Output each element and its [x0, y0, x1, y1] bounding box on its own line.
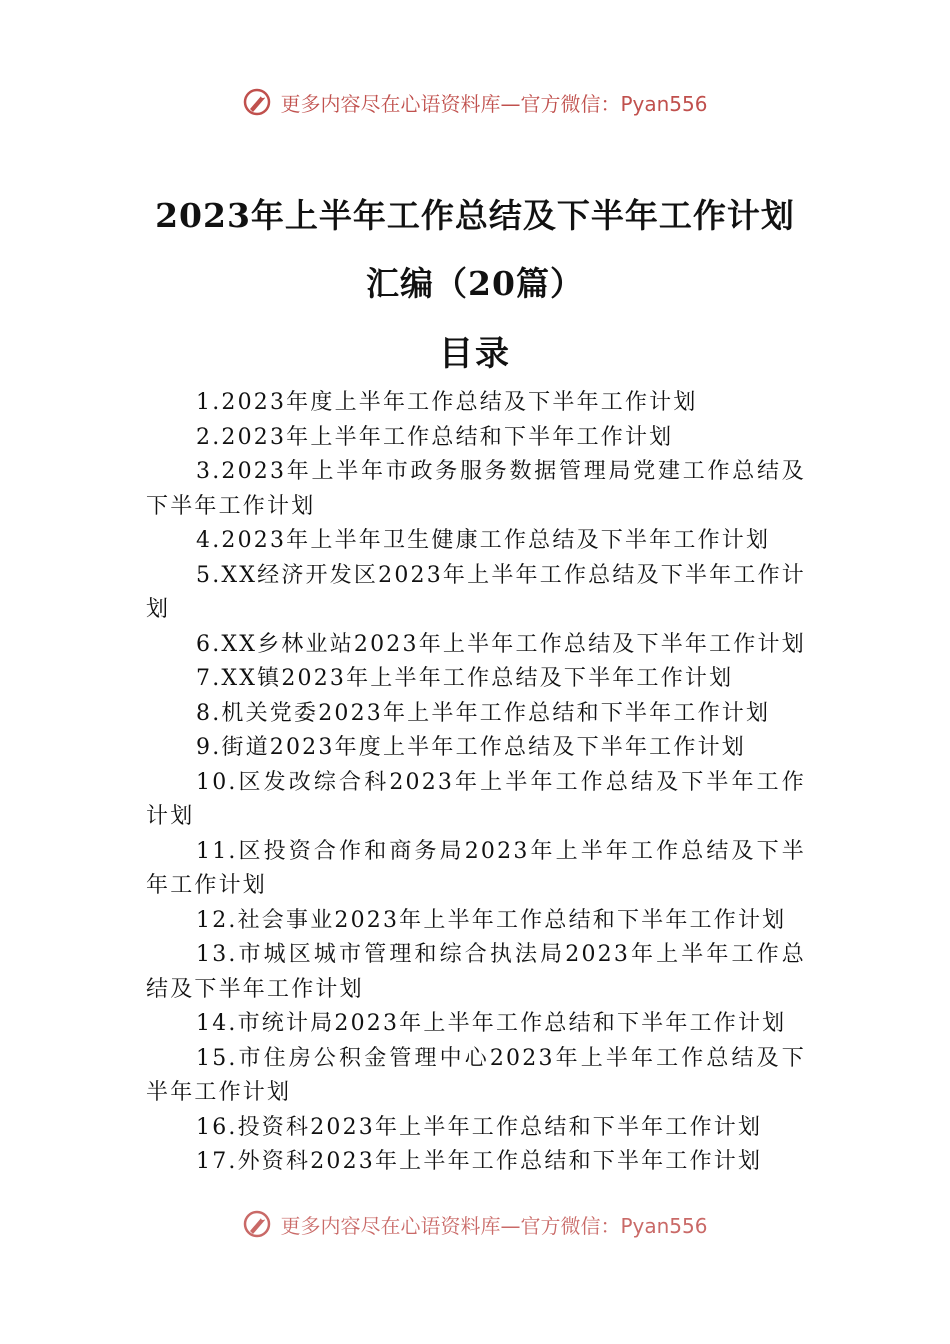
toc-heading: 目录 — [439, 334, 511, 374]
header-banner — [0, 82, 950, 122]
toc-item: 2.2023年上半年工作总结和下半年工作计划 — [196, 424, 674, 450]
toc-item: 1.2023年度上半年工作总结及下半年工作计划 — [196, 390, 698, 415]
toc-item: 10.区发改综合科2023年上半年工作总结及下半年工作计划 — [146, 769, 806, 829]
toc-item: 6.XX乡林业站2023年上半年工作总结及下半年工作计划 — [196, 631, 806, 657]
toc-item: 7.XX镇2023年上半年工作总结及下半年工作计划 — [196, 666, 734, 691]
toc-item: 11.区投资合作和商务局2023年上半年工作总结及下半年工作计划 — [146, 838, 806, 898]
pen-logo-icon — [242, 87, 272, 117]
header-banner-text: 更多内容尽在心语资料库—官方微信：Pyan556 — [280, 91, 708, 116]
toc-item: 16.投资科2023年上半年工作总结和下半年工作计划 — [196, 1114, 763, 1140]
toc-item: 4.2023年上半年卫生健康工作总结及下半年工作计划 — [196, 528, 771, 553]
document-title-line2: 汇编（20篇） — [366, 264, 584, 303]
toc-item: 12.社会事业2023年上半年工作总结和下半年工作计划 — [196, 907, 787, 933]
toc-item: 14.市统计局2023年上半年工作总结和下半年工作计划 — [196, 1011, 787, 1036]
toc-item: 13.市城区城市管理和综合执法局2023年上半年工作总结及下半年工作计划 — [146, 942, 806, 1002]
footer-banner-text: 更多内容尽在心语资料库—官方微信：Pyan556 — [280, 1213, 708, 1238]
toc-item: 8.机关党委2023年上半年工作总结和下半年工作计划 — [196, 700, 771, 726]
toc-item: 15.市住房公积金管理中心2023年上半年工作总结及下半年工作计划 — [146, 1045, 806, 1105]
toc-item: 5.XX经济开发区2023年上半年工作总结及下半年工作计划 — [146, 562, 806, 622]
document-title-line1: 2023年上半年工作总结及下半年工作计划 — [155, 196, 795, 235]
footer-banner — [0, 1204, 950, 1244]
toc-item: 17.外资科2023年上半年工作总结和下半年工作计划 — [196, 1149, 763, 1174]
toc-item: 9.街道2023年度上半年工作总结及下半年工作计划 — [196, 735, 746, 760]
toc-item: 3.2023年上半年市政务服务数据管理局党建工作总结及下半年工作计划 — [146, 459, 806, 519]
pen-logo-icon — [242, 1209, 272, 1239]
toc-list — [146, 386, 806, 1180]
